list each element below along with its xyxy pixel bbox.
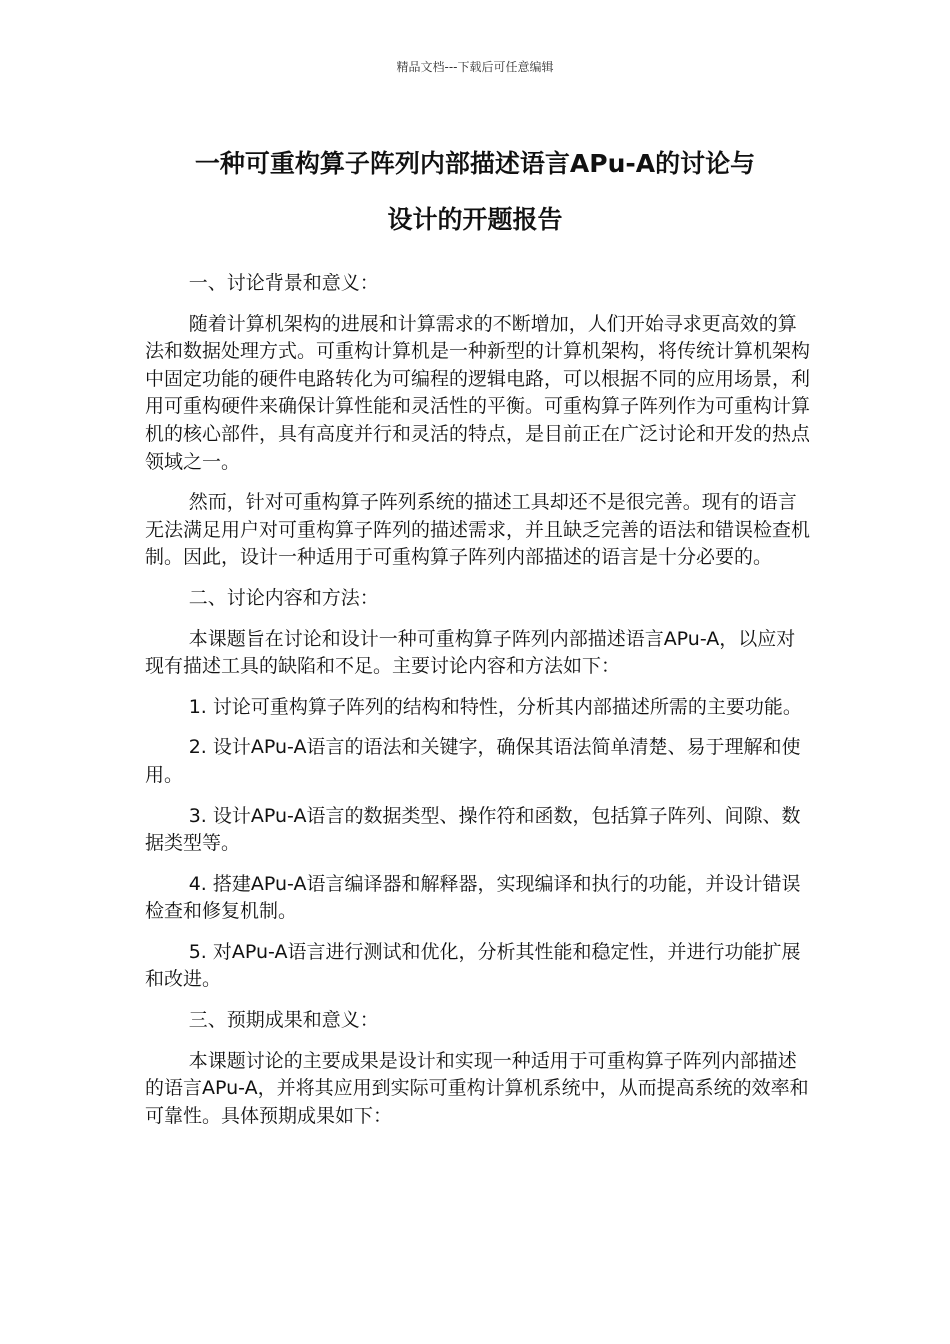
header-note: 精品文档---下载后可任意编辑 bbox=[396, 60, 554, 74]
paragraph-content-intro: 本课题旨在讨论和设计一种可重构算子阵列内部描述语言APu-A，以应对现有描述工具的缺陷和不足。主要讨论内容和方法如下： bbox=[145, 627, 796, 678]
list-item-3: 3. 设计APu-A语言的数据类型、操作符和函数，包括算子阵列、间隙、数据类型等。 bbox=[145, 804, 801, 855]
paragraph-background-2: 然而，针对可重构算子阵列系统的描述工具却还不是很完善。现有的语言无法满足用户对可重构算子阵列的描述需求，并且缺乏完善的语法和错误检查机制。因此，设计一种适用于可重构算子阵列内部描述的语言是十分必要的。 bbox=[145, 491, 811, 569]
list-item-2: 2. 设计APu-A语言的语法和关键字，确保其语法简单清楚、易于理解和使用。 bbox=[145, 736, 801, 786]
title-line-2: 设计的开题报告 bbox=[387, 205, 563, 234]
section-heading-outcomes: 三、预期成果和意义： bbox=[188, 1009, 379, 1032]
section-heading-content-methods: 二、讨论内容和方法： bbox=[188, 586, 379, 609]
list-item-4: 4. 搭建APu-A语言编译器和解释器，实现编译和执行的功能，并设计错误检查和修复机制。 bbox=[145, 872, 801, 923]
section-heading-background: 一、讨论背景和意义： bbox=[188, 272, 379, 294]
document-body bbox=[145, 270, 810, 1143]
list-item-1: 1. 讨论可重构算子阵列的结构和特性，分析其内部描述所需的主要功能。 bbox=[188, 695, 802, 718]
paragraph-background-1: 随着计算机架构的进展和计算需求的不断增加，人们开始寻求更高效的算法和数据处理方式。可重构计算机是一种新型的计算机架构，将传统计算机架构中固定功能的硬件电路转化为可编程的逻辑电路，可以根据不同的应用场景，利用可重构硬件来确保计算性能和灵活性的平衡。可重构算子阵列作为可重构计算机的核心部件，具有高度并行和灵活的特点，是目前正在广泛讨论和开发的热点领域之一。 bbox=[145, 312, 811, 473]
list-item-5: 5. 对APu-A语言进行测试和优化，分析其性能和稳定性，并进行功能扩展和改进。 bbox=[145, 940, 801, 991]
paragraph-outcomes: 本课题讨论的主要成果是设计和实现一种适用于可重构算子阵列内部描述的语言APu-A，并将其应用到实际可重构计算机系统中，从而提高系统的效率和可靠性。具体预期成果如下： bbox=[145, 1049, 809, 1127]
document-title bbox=[130, 136, 820, 248]
title-line-1: 一种可重构算子阵列内部描述语言APu-A的讨论与 bbox=[194, 149, 756, 178]
